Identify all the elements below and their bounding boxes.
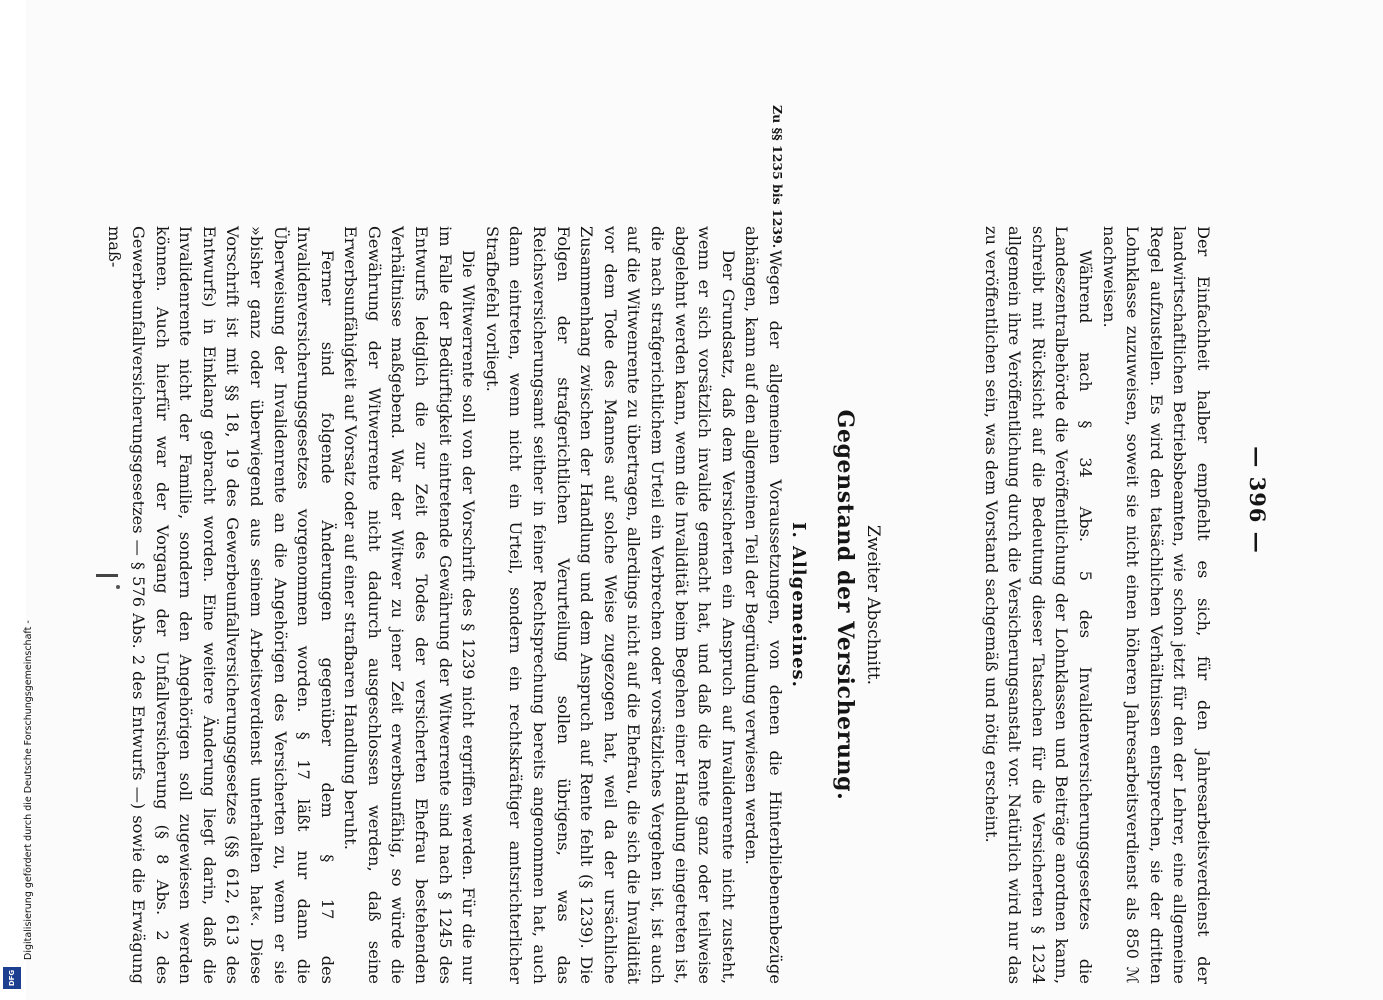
margin-tick-mark [96, 574, 118, 577]
subject-title: Gegenstand der Versicherung. [832, 409, 858, 801]
top-text-block [979, 226, 1215, 984]
paragraph-6: Ferner sind folgende Änderungen gegenüber dem § 17 des Invalidenversicherungsgesetzes vorgenommen worden. § 17 läßt nur dann die Überweisung der Invalidenrente an die Angehörigen des Versicherten zu, wenn er sie »bisher ganz oder überwiegend aus seinem Arbeitsverdienst unterhalten hat«. Diese Vorschrift ist mit §§ 18, 19 des Gewerbeunfallversicherungsgesetzes (§§ 612, 613 des Entwurfs) in Einklang gebracht worden. Eine weitere Änderung liegt darin, daß die Invalidenrente nicht der Familie, sondern den Angehörigen soll zugewiesen werden können. Auch hierfür war der Vorgang der Unfallversicherung (§ 8 Abs. 2 des Gewerbeunfallversicherungsgesetzes — § 576 Abs. 2 des Entwurfs —) sowie die Erwägung maß- [105, 226, 337, 984]
main-text-block [103, 226, 787, 984]
margin-dot-mark [116, 585, 120, 589]
paragraph-4: Der Grundsatz, daß dem Versicherten ein Anspruch auf Invalidenrente nicht zusteht, wenn er sich vorsätzlich invalide gemacht hat, und daß die Rente ganz oder teilweise abgelehnt werden kann, wenn die Invalidität beim Begehen einer Handlung eingetreten ist, die nach strafgerichtlichem Urteil ein Verbrechen oder vorsätzliches Vergehen ist, ist auch auf die Witwenrente zu übertragen, allerdings nicht auf die Ehefrau, die sich die Invalidität vor dem Tode des Mannes auf solche Weise zugezogen hat, weil da der ursächliche Zusammenhang zwischen der Handlung und dem Anspruch auf Rente fehlt (§ 1239). Die Folgen der strafgerichtlichen Verurteilung sollen übrigens, was das Reichsversicherungsamt seither in feiner Rechtsprechung bereits angenommen hat, auch dann eintreten, wenn nicht ein Urteil, sondern ein rechtskräftiger amtsrichterlicher Strafbefehl vorliegt. [482, 226, 738, 984]
dfg-logo-text: DFG [8, 969, 16, 987]
subsection-title: I. Allgemeines. [788, 522, 809, 688]
paragraph-5: Die Witwerrente soll von der Vorschrift des § 1239 nicht ergriffen werden. Für die nur im Falle der Bedürftigkeit eintretende Gewährung der Witwerrente sind nach § 1245 des Entwurfs lediglich die zur Zeit des Todes der versicherten Ehefrau bestehenden Verhältnisse maßgebend. War der Witwer zu jener Zeit erwerbsunfähig, so würde die Gewährung der Witwerrente nicht dadurch ausgeschlossen werden, daß seine Erwerbsunfähigkeit auf Vorsatz oder auf einer strafbaren Handlung beruht. [341, 226, 479, 984]
paragraph-3: Wegen der allgemeinen Voraussetzungen, von denen die Hinterbliebenenbezüge abhängen, kann auf den allgemeinen Teil der Begründung verwiesen werden. [742, 226, 785, 984]
section-title: Zweiter Abschnitt. [863, 524, 883, 686]
digitization-note: Digitalisierung gefördert durch die Deutsche Forschungsgemeinschaft - [23, 620, 34, 960]
margin-note: Zu §§ 1235 bis 1239. [770, 105, 785, 249]
dfg-logo [3, 967, 21, 989]
digitization-sidebar [0, 0, 34, 1000]
paragraph-1: Der Einfachheit halber empfiehlt es sich, für den Jahresarbeitsverdienst der landwirtschaftlichen Betriebsbeamten, wie schon jetzt für den der Lehrer, eine allgemeine Regel aufzustellen. Es wird den tatsächlichen Verhältnissen entsprechen, sie der dritten Lohnklasse zuzuweisen, soweit sie nicht einen höheren Jahresarbeitsverdienst als 850 ℳ nachweisen. [1099, 226, 1213, 984]
paragraph-2: Während nach § 34 Abs. 5 des Invalidenversicherungsgesetzes die Landeszentralbehörde die Veröffentlichung der Lohnklassen und Beiträge anordnen kann, schreibt mit Rücksicht auf die Bedeutung dieser Tatsachen für die Versicherten § 1234 allgemein ihre Veröffentlichung durch die Versicherungsanstalt vor. Natürlich wird nur das zu veröffentlichen sein, was dem Vorstand sachgemäß und nötig erscheint. [981, 226, 1096, 984]
page-number: — 396 — [1245, 446, 1270, 554]
